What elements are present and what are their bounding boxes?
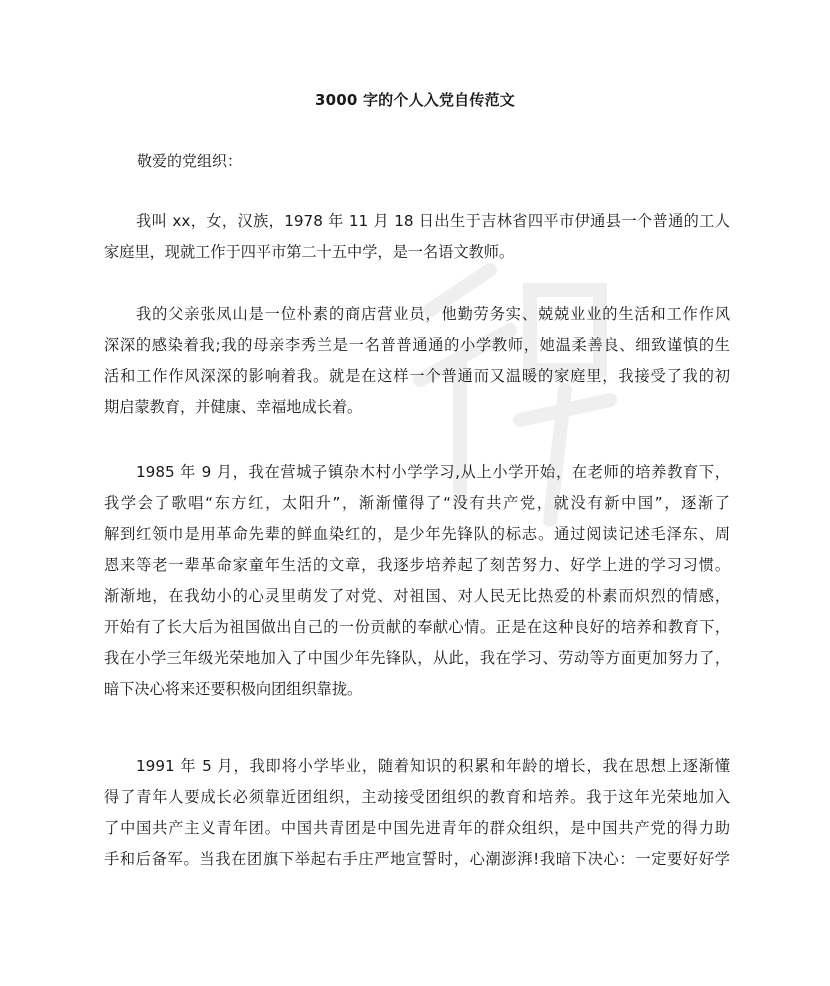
paragraph-1 bbox=[104, 206, 730, 268]
document-title: 3000 字的个人入党自传范文 bbox=[315, 91, 515, 109]
paragraph-line: 家庭里，现就工作于四平市第二十五中学，是一名语文教师。 bbox=[104, 243, 515, 261]
paragraph-line: 渐渐地，在我幼小的心灵里萌发了对党、对祖国、对人民无比热爱的朴素而炽烈的情感， bbox=[104, 587, 730, 605]
paragraph-line: 深深的感染着我;我的母亲李秀兰是一名普普通通的小学教师，她温柔善良、细致谨慎的生 bbox=[104, 336, 730, 354]
paragraph-3 bbox=[104, 457, 730, 705]
paragraph-line: 活和工作作风深深的影响着我。就是在这样一个普通而又温暖的家庭里，我接受了我的初 bbox=[104, 367, 730, 385]
paragraph-line: 我学会了歌唱“东方红，太阳升”，渐渐懂得了“没有共产党，就没有新中国”，逐渐了 bbox=[104, 494, 730, 512]
paragraph-line: 我的父亲张凤山是一位朴素的商店营业员，他勤劳务实、兢兢业业的生活和工作作风 bbox=[136, 305, 730, 323]
paragraph-line: 得了青年人要成长必须靠近团组织，主动接受团组织的教育和培养。我于这年光荣地加入 bbox=[104, 788, 730, 806]
paragraph-line: 期启蒙教育，并健康、幸福地成长着。 bbox=[104, 398, 363, 416]
paragraph-line: 解到红领巾是用革命先辈的鲜血染红的，是少年先锋队的标志。通过阅读记述毛泽东、周 bbox=[104, 525, 730, 543]
paragraph-4 bbox=[104, 751, 730, 875]
paragraph-line: 我在小学三年级光荣地加入了中国少年先锋队，从此，我在学习、劳动等方面更加努力了， bbox=[104, 649, 730, 667]
paragraph-line: 开始有了长大后为祖国做出自己的一份贡献的奉献心情。正是在这种良好的培养和教育下， bbox=[104, 618, 730, 636]
paragraph-2 bbox=[104, 299, 730, 423]
paragraph-line: 手和后备军。当我在团旗下举起右手庄严地宣誓时，心潮澎湃!我暗下决心：一定要好好学 bbox=[104, 850, 730, 868]
paragraph-line: 了中国共产主义青年团。中国共青团是中国先进青年的群众组织，是中国共产党的得力助 bbox=[104, 819, 730, 837]
paragraph-line: 1991 年 5 月，我即将小学毕业，随着知识的积累和年龄的增长，我在思想上逐渐懂 bbox=[136, 757, 730, 775]
salutation: 敬爱的党组织： bbox=[137, 152, 243, 170]
paragraph-line: 暗下决心将来还要积极向团组织靠拢。 bbox=[104, 680, 363, 698]
paragraph-line: 我叫 xx，女，汉族，1978 年 11 月 18 日出生于吉林省四平市伊通县一个普通的工人 bbox=[136, 212, 730, 230]
paragraph-line: 1985 年 9 月，我在营城子镇杂木村小学学习,从上小学开始，在老师的培养教育下， bbox=[136, 463, 730, 481]
paragraph-line: 恩来等老一辈革命家童年生活的文章，我逐步培养起了刻苦努力、好学上进的学习习惯。 bbox=[104, 556, 730, 574]
